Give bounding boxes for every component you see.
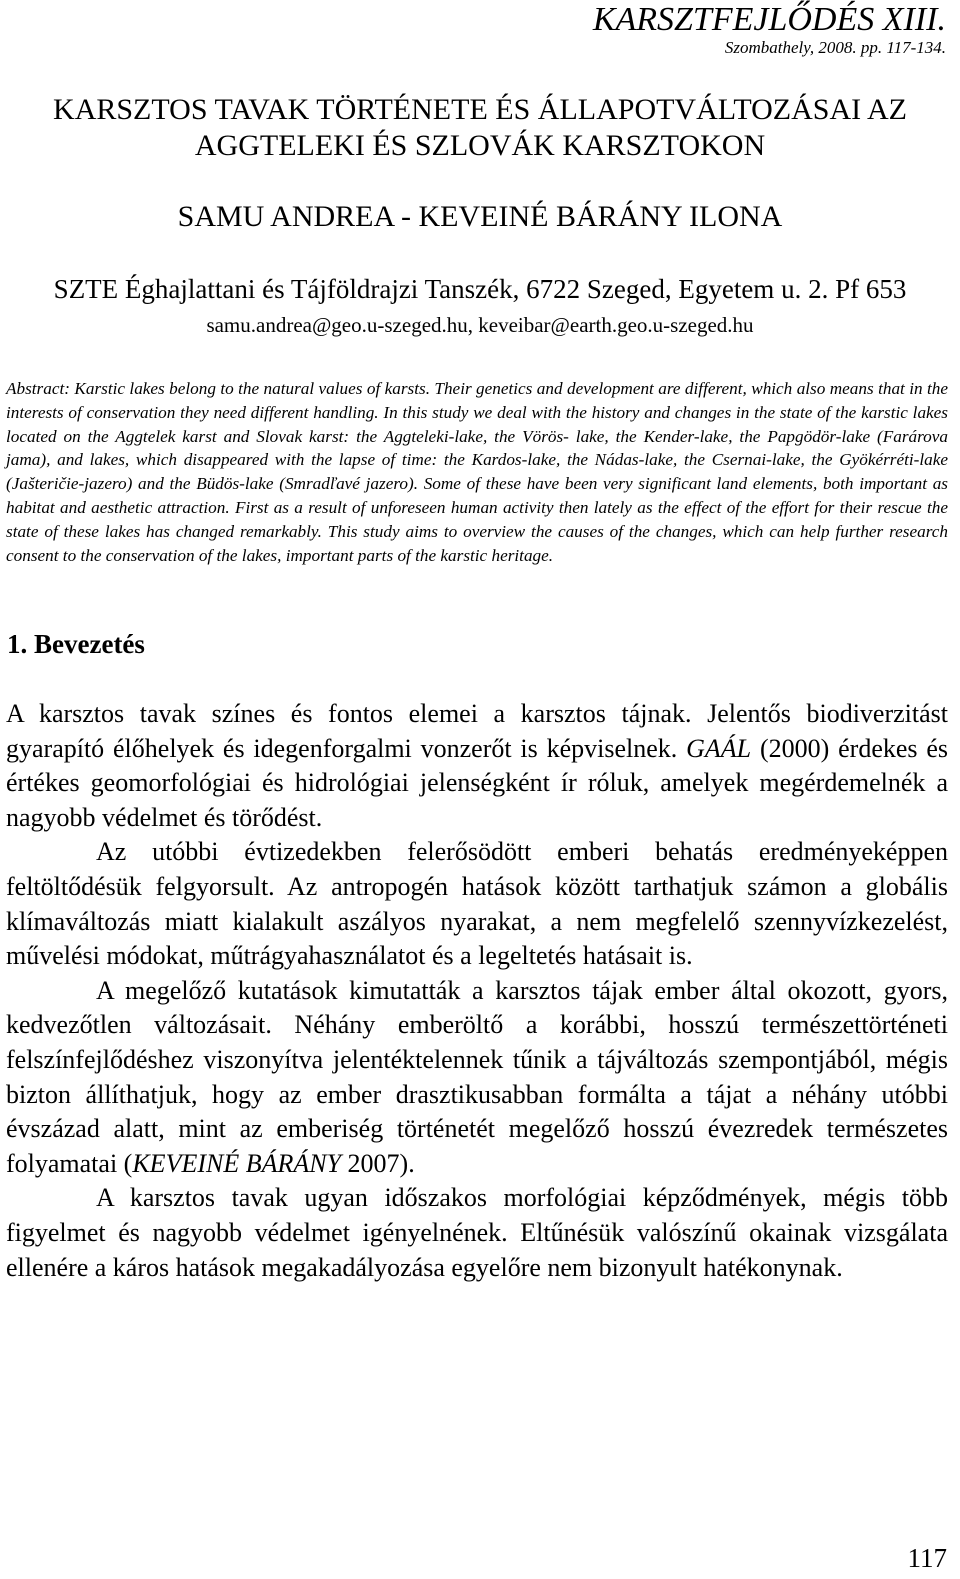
abstract-text: Karstic lakes belong to the natural values of karsts. Their genetics and development are different, which also means that in the interests of conservation they need different handling. In this study we deal with the history and changes in the state of the karstic lakes located on the Aggtelek karst and Slovak karst: the Aggteleki-lake, the Vörös- lake, the Kender-lake, the Papgödör-lake (Farárova jama), and lakes, which disappeared with the lapse of time: the Kardos-lake, the Nádas-lake, the Csernai-lake, the Gyökérréti-lake (Jašteričie-jazero) and the Büdös-lake (Smradľavé jazero). Some of these have been very significant land elements, both important as habitat and aesthetic attraction. First as a result of unforeseen human activity then lately as the effect of the effort for their rescue the state of these lakes has changed remarkably. This study aims to overview the causes of the changes, which can help further research consent to the conservation of the lakes, important parts of the karstic heritage.	[6, 379, 949, 565]
paper-title	[0, 92, 960, 164]
cited-author-gaal: GAÁL	[686, 733, 752, 763]
affiliation-text: SZTE Éghajlattani és Tájföldrajzi Tanszék, 6722 Szeged, Egyetem u. 2. Pf 653	[53, 274, 907, 304]
section-heading: 1. Bevezetés	[7, 629, 145, 659]
cited-author-keveine: KEVEINÉ BÁRÁNY	[132, 1148, 342, 1178]
abstract-label: Abstract:	[6, 379, 70, 398]
paper-title-line-1: KARSZTOS TAVAK TÖRTÉNETE ÉS ÁLLAPOTVÁLTOZÁSAI AZ	[53, 93, 907, 126]
paragraph-1-part-a: A karsztos tavak színes és fontos elemei a karsztos tájnak. Jelentős biodiverzitást gyarapító élőhelyek és idegenforgalmi vonzerőt is képviselnek.	[6, 699, 948, 763]
paragraph-4: A karsztos tavak ugyan időszakos morfológiai képződmények, mégis több figyelmet és nagyobb védelmet igényelnének. Eltűnésük valószínű okainak vizsgálata ellenére a káros hatások megakadályozása egyelőre nem bizonyult hatékonynak.	[6, 1183, 948, 1282]
citation-header: Szombathely, 2008. pp. 117-134.	[724, 38, 946, 57]
abstract	[6, 377, 948, 567]
series-header: KARSZTFEJLŐDÉS XIII.	[592, 1, 946, 38]
paragraph-3	[6, 974, 948, 1182]
paper-title-line-2: AGGTELEKI ÉS SZLOVÁK KARSZTOKON	[194, 129, 766, 162]
author-list: SAMU ANDREA - KEVEINÉ BÁRÁNY ILONA	[177, 200, 783, 233]
paragraph-3-part-a: A megelőző kutatások kimutatták a karsztos tájak ember által okozott, gyors, kedvezőtlen változásait. Néhány emberöltő a korábbi, hosszú természettörténeti felszínfejlődéshez viszonyítva jelentéktelennek tűnik a tájváltozás szempontjából, mégis bizton állíthatjuk, hogy az ember drasztikusabban formálta a tájat a néhány utóbbi évszázad alatt, mint az emberiség történetét megelőző hosszú évezredek természetes folyamatai (	[6, 975, 948, 1178]
paragraph-3-part-b: 2007).	[347, 1148, 415, 1178]
paragraph-2: Az utóbbi évtizedekben felerősödött emberi behatás eredményeképpen feltöltődésük felgyorsult. Az antropogén hatások között tarthatjuk számon a globális klímaváltozás miatt kialakult aszályos nyarakat, a nem megfelelő szennyvízkezelést, művelési módokat, műtrágyahasználatot és a legeltetés hatásait is.	[6, 837, 948, 971]
paragraph-1	[6, 697, 948, 835]
page-number: 117	[907, 1543, 947, 1573]
body-text	[6, 697, 948, 1285]
paragraph-1-part-b: (2000) érdekes és értékes geomorfológiai és hidrológiai jelenségként ír róluk, amelyek megérdemelnék a nagyobb védelmet és törődést.	[6, 733, 949, 832]
email-addresses: samu.andrea@geo.u-szeged.hu, keveibar@earth.geo.u-szeged.hu	[206, 313, 754, 337]
affiliation	[20, 272, 940, 342]
